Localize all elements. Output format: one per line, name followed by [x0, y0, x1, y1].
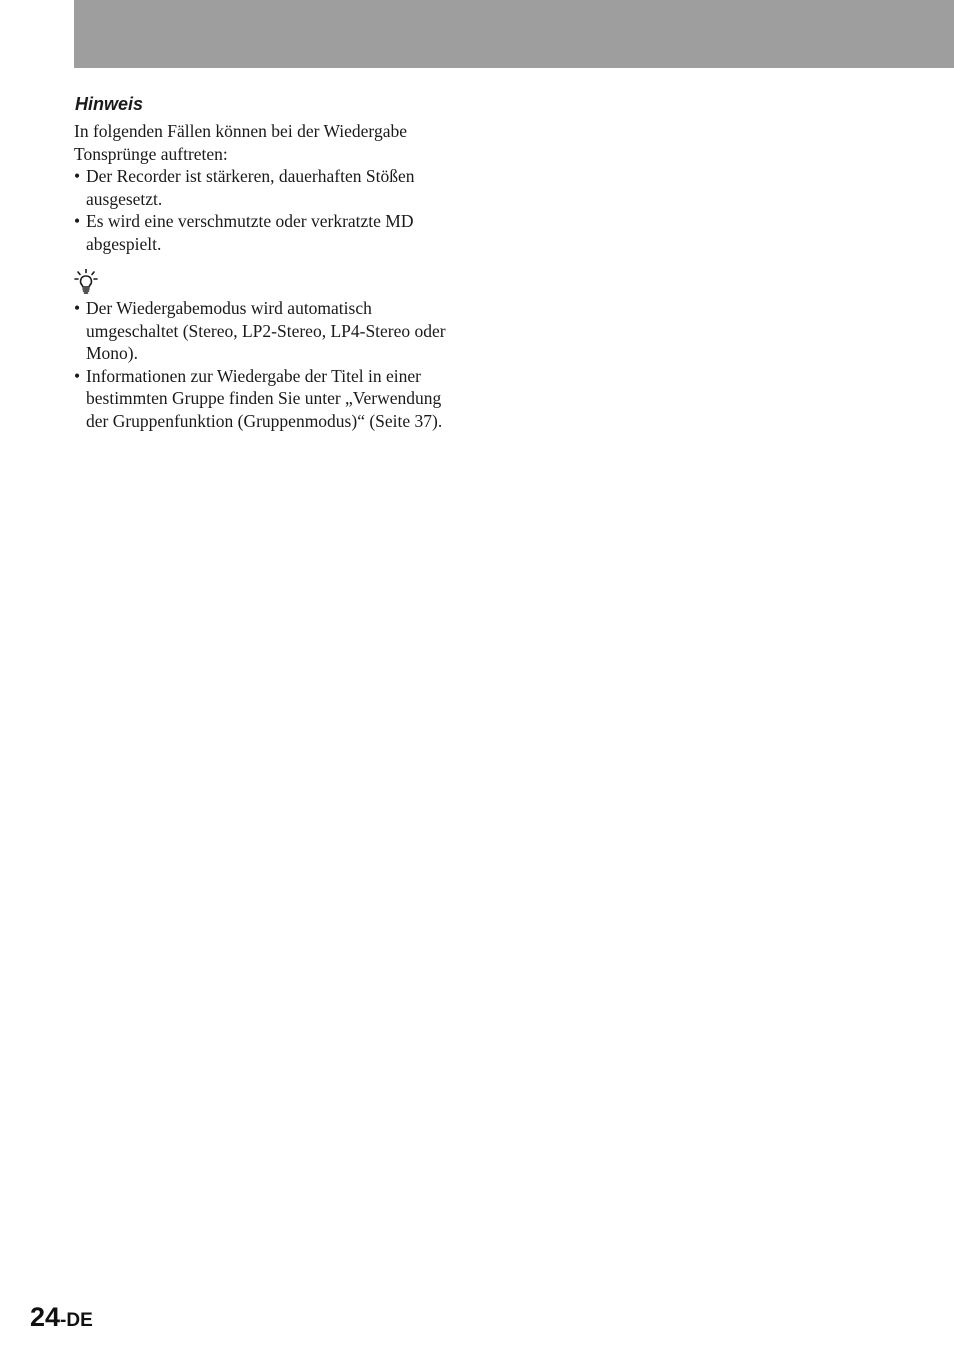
note-item-text: Der Recorder ist stärkeren, dauerhaften Stößen ausgesetzt. — [86, 166, 415, 209]
lightbulb-icon — [74, 269, 98, 295]
tip-item-text: Der Wiedergabemodus wird automatisch umgeschaltet (Stereo, LP2-Stereo, LP4-Stereo oder Mono). — [86, 298, 446, 363]
note-item-text: Es wird eine verschmutzte oder verkratzte MD abgespielt. — [86, 211, 414, 254]
header-band — [74, 0, 954, 68]
page-number-suffix: -DE — [60, 1310, 93, 1331]
page-content — [74, 90, 454, 432]
note-heading: Hinweis — [75, 94, 144, 114]
list-item — [74, 165, 454, 210]
bullet-icon: • — [74, 211, 81, 231]
note-list — [74, 165, 454, 255]
page-number-value: 24 — [30, 1302, 61, 1332]
page-number — [30, 1302, 93, 1333]
list-item — [74, 297, 454, 365]
list-item — [74, 365, 454, 433]
bullet-icon: • — [74, 166, 81, 186]
bullet-icon: • — [74, 365, 81, 386]
tip-list — [74, 297, 454, 432]
bullet-icon: • — [74, 298, 81, 318]
note-intro: In folgenden Fällen können bei der Wiedergabe Tonsprünge auftreten: — [74, 121, 407, 164]
tip-item-text: Informationen zur Wiedergabe der Titel in einer bestimmten Gruppe finden Sie unter „Verwendung der Gruppenfunktion (Gruppenmodus)“ (Seite 37). — [86, 365, 443, 431]
list-item — [74, 210, 454, 255]
